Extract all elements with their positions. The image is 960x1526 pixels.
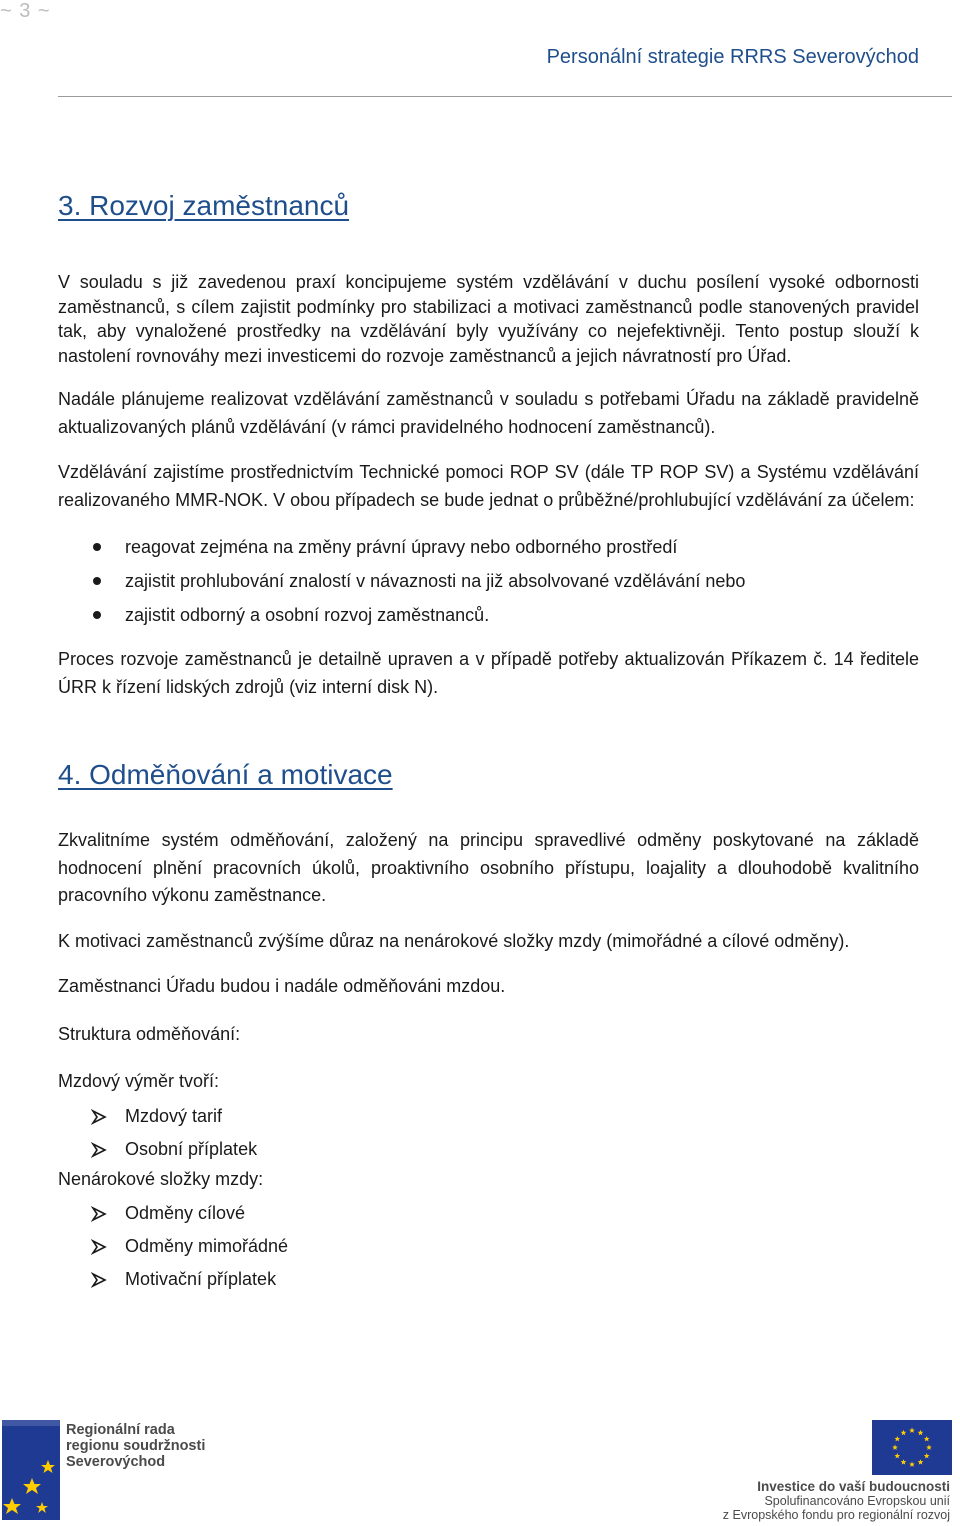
page-footer — [0, 1420, 960, 1526]
running-title: Personální strategie RRRS Severovýchod — [546, 46, 919, 68]
header-divider — [58, 96, 952, 97]
arrow-bullet-icon — [91, 1206, 107, 1222]
list-item — [58, 564, 919, 598]
wage-list — [58, 1100, 919, 1166]
section-heading: 3. Rozvoj zaměstnanců — [58, 190, 350, 221]
paragraph: Zaměstnanci Úřadu budou i nadále odměňováni mzdou. — [58, 976, 506, 996]
section-odmenovani — [58, 759, 919, 1296]
list-item-text: Odměny cílové — [125, 1203, 246, 1223]
document-body — [58, 190, 919, 1296]
nonclaim-list — [58, 1197, 919, 1296]
eu-flag-icon — [872, 1420, 952, 1475]
paragraph: K motivaci zaměstnanců zvýšíme důraz na nenárokové složky mzdy (mimořádné a cílové odměny). — [58, 930, 850, 951]
list-item-text: Odměny mimořádné — [125, 1236, 289, 1256]
list-label: Mzdový výměr tvoří: — [58, 1071, 220, 1091]
list-item — [58, 1230, 919, 1263]
arrow-bullet-icon — [91, 1109, 107, 1125]
bullet-icon — [93, 577, 101, 585]
list-item-text: reagovat zejména na změny právní úpravy nebo odborného prostředí — [125, 537, 678, 557]
bullet-icon — [93, 611, 101, 619]
arrow-bullet-icon — [91, 1239, 107, 1255]
list-item — [58, 1100, 919, 1133]
list-item — [58, 1133, 919, 1166]
list-item-text: Mzdový tarif — [125, 1105, 223, 1126]
bullet-list — [58, 530, 919, 632]
paragraph: Nadále plánujeme realizovat vzdělávání zaměstnanců v souladu s potřebami Úřadu na základě pravidelně aktualizovaných plánů vzdělávání (v rámci pravidelného hodnocení zaměstnanců). — [58, 389, 919, 437]
regional-council-name: Regionální rada regionu soudržnosti Severovýchod — [66, 1422, 206, 1470]
list-item-text: zajistit odborný a osobní rozvoj zaměstnanců. — [125, 605, 490, 625]
list-item — [58, 530, 919, 564]
list-item-text: Motivační příplatek — [125, 1269, 277, 1289]
paragraph: Proces rozvoje zaměstnanců je detailně upraven a v případě potřeby aktualizován Příkazem č. 14 ředitele ÚRR k řízení lidských zdrojů (viz interní disk N). — [58, 649, 919, 697]
list-item — [58, 1263, 919, 1296]
section-rozvoj — [58, 190, 919, 701]
paragraph: Vzdělávání zajistíme prostřednictvím Technické pomoci ROP SV (dále TP ROP SV) a Systému vzdělávání realizovaného MMR-NOK. V obou případech se bude jednat o průběžné/prohlubující vzdělávání za účelem: — [58, 462, 919, 510]
list-item-text: Osobní příplatek — [125, 1138, 258, 1159]
bullet-icon — [93, 543, 101, 551]
paragraph: V souladu s již zavedenou praxí koncipujeme systém vzdělávání v duchu posílení vysoké odbornosti zaměstnanců, s cílem zajistit podmínky pro stabilizaci a motivaci zaměstnanců podle stanovených pravidel tak, aby vynaložené prostředky na vzdělávání byly využívány co nejefektivněji. Tento postup slouží k nastolení rovnováhy mezi investicemi do rozvoje zaměstnanců a jejich návratností pro Úřad. — [58, 272, 919, 366]
eu-funding-notice: Investice do vaší budoucnosti Spolufinancováno Evropskou unií z Evropského fondu pro regionální rozvoj — [722, 1479, 950, 1522]
list-item — [58, 1197, 919, 1230]
list-item-text: zajistit prohlubování znalostí v návaznosti na již absolvované vzdělávání nebo — [125, 571, 746, 591]
list-item — [58, 598, 919, 632]
page-number: ~ 3 ~ — [0, 0, 51, 22]
paragraph: Zkvalitníme systém odměňování, založený na principu spravedlivé odměny poskytované na základě hodnocení plnění pracovních úkolů, proaktivního osobního přístupu, loajality a dlouhodobě kvalitního pracovního výkonu zaměstnance. — [58, 830, 919, 905]
regional-council-logo — [2, 1420, 60, 1520]
paragraph: Struktura odměňování: — [58, 1023, 241, 1044]
section-heading: 4. Odměňování a motivace — [58, 759, 393, 790]
arrow-bullet-icon — [91, 1272, 107, 1288]
arrow-bullet-icon — [91, 1142, 107, 1158]
list-label: Nenárokové složky mzdy: — [58, 1168, 264, 1189]
